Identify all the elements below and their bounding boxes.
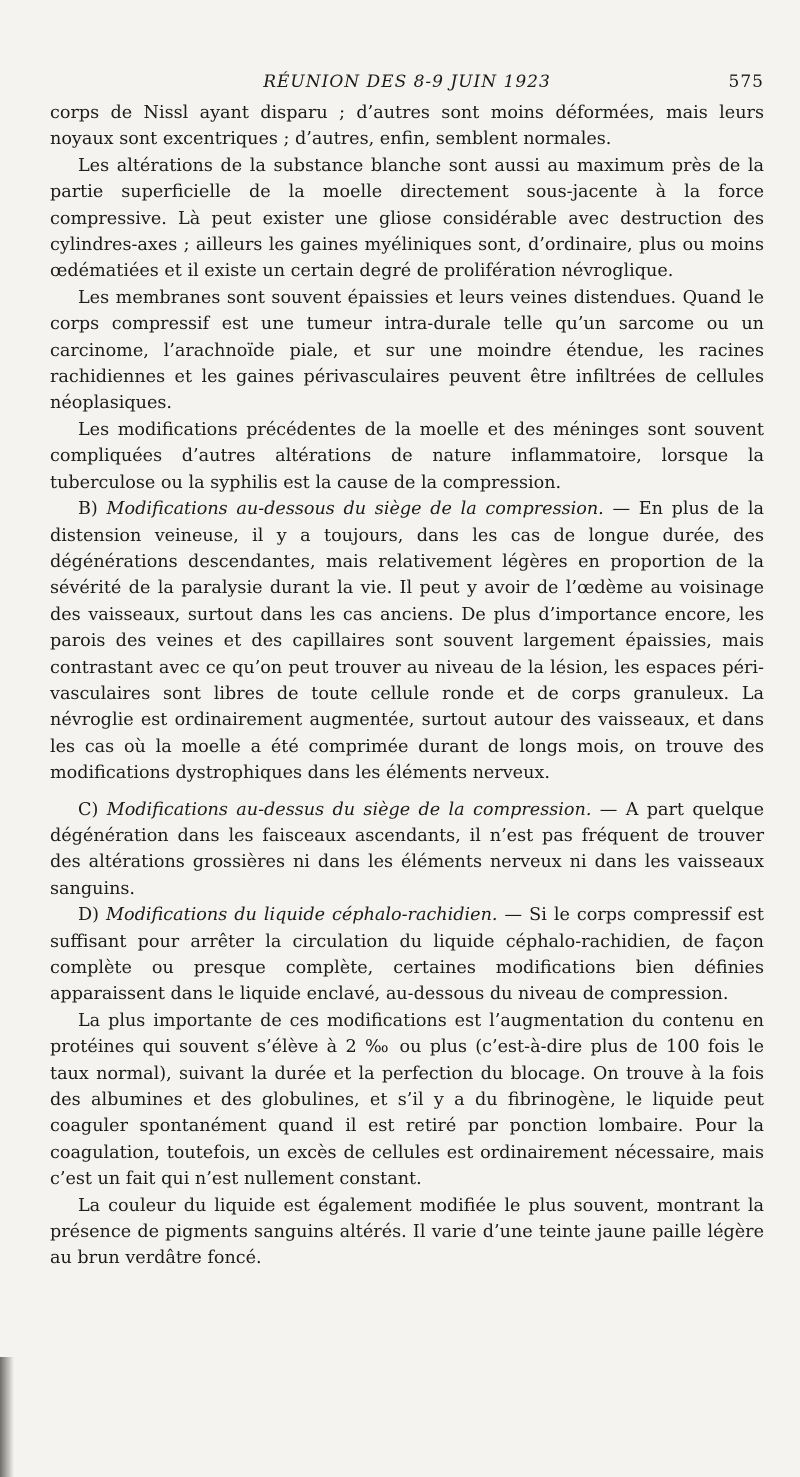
paragraph (50, 417, 764, 496)
paragraph-text: corps de Nissl ayant disparu ; d’autres sont moins déformées, mais leurs noyaux sont excentriques ; d’autres, enfin, semblent normales. (50, 103, 764, 150)
section-label: C) (78, 799, 99, 820)
section-heading: Modifications du liquide céphalo-rachidien. (106, 905, 498, 926)
paragraph-text: — En plus de la distension veineuse, il y a toujours, dans les cas de longue durée, des dégénérations descendantes, mais relativement légères en proportion de la sévérité de la paralysie durant la vie. Il peut y avoir de l’œdème au voisinage des vaisseaux, surtout dans les cas anciens. De plus d’importance encore, les parois des veines et des capillaires sont souvent largement épaissies, mais contrastant avec ce qu’on peut trouver au niveau de la lésion, les espaces péri-vasculaires sont libres de toute cellule ronde et de corps granuleux. La névroglie est ordinairement augmentée, surtout autour des vaisseaux, et dans les cas où la moelle a été comprimée durant de longs mois, on trouve des modifications dystrophiques dans les éléments nerveux. (50, 499, 764, 784)
section-heading: Modifications au-dessus du siège de la compression. (106, 799, 592, 820)
running-title: RÉUNION DES 8-9 JUIN 1923 (263, 72, 551, 92)
paragraph (50, 100, 764, 153)
section-heading: Modifications au-dessous du siège de la compression. (106, 499, 604, 520)
paragraph (50, 285, 764, 417)
page-gutter-shadow (0, 1357, 14, 1477)
running-header (50, 72, 764, 100)
paragraph-text: Les membranes sont souvent épaissies et leurs veines distendues. Quand le corps compressif est une tumeur intra-durale telle qu’un sarcome ou un carcinome, l’arachnoïde piale, et sur une moindre étendue, les racines rachidiennes et les gaines périvasculaires peuvent être infiltrées de cellules néoplasiques. (50, 287, 764, 414)
page-number: 575 (728, 72, 764, 92)
paragraph-text: Les altérations de la substance blanche sont aussi au maximum près de la partie superficielle de la moelle directement sous-jacente à la force compressive. Là peut exister une gliose considérable avec destruction des cylindres-axes ; ailleurs les gaines myéliniques sont, d’ordinaire, plus ou moins œdématiées et il existe un certain degré de prolifération névroglique. (50, 155, 764, 282)
paragraph-text: — A part quelque dégénération dans les faisceaux ascendants, il n’est pas fréquent de trouver des altérations grossières ni dans les éléments nerveux ni dans les vaisseaux sanguins. (50, 799, 764, 899)
section-label: D) (78, 905, 99, 926)
paragraph-text: Les modifications précédentes de la moelle et des méninges sont souvent compliquées d’autres altérations de nature inflammatoire, lorsque la tuberculose ou la syphilis est la cause de la compression. (50, 419, 764, 493)
section-d-paragraph (50, 902, 764, 1008)
paragraph (50, 1008, 764, 1193)
section-c-paragraph (50, 797, 764, 903)
body-text (50, 100, 764, 1272)
section-label: B) (78, 499, 98, 520)
paragraph (50, 1193, 764, 1272)
paragraph (50, 153, 764, 285)
paragraph-text: La plus importante de ces modifications est l’augmentation du contenu en protéines qui souvent s’élève à 2 ‰ ou plus (c’est-à-dire plus de 100 fois le taux normal), suivant la durée et la perfection du blocage. On trouve à la fois des albumines et des globulines, et s’il y a du fibrinogène, le liquide peut coaguler spontanément quand il est retiré par ponction lombaire. Pour la coagulation, toutefois, un excès de cellules est ordinairement nécessaire, mais c’est un fait qui n’est nullement constant. (50, 1010, 764, 1190)
paragraph-text: La couleur du liquide est également modifiée le plus souvent, montrant la présence de pigments sanguins altérés. Il varie d’une teinte jaune paille légère au brun verdâtre foncé. (50, 1195, 764, 1269)
section-b-paragraph (50, 496, 764, 786)
paragraph-text: — Si le corps compressif est suffisant pour arrêter la circulation du liquide céphalo-rachidien, de façon complète ou presque complète, certaines modifications bien définies apparaissent dans le liquide enclavé, au-dessous du niveau de compression. (50, 905, 765, 1005)
